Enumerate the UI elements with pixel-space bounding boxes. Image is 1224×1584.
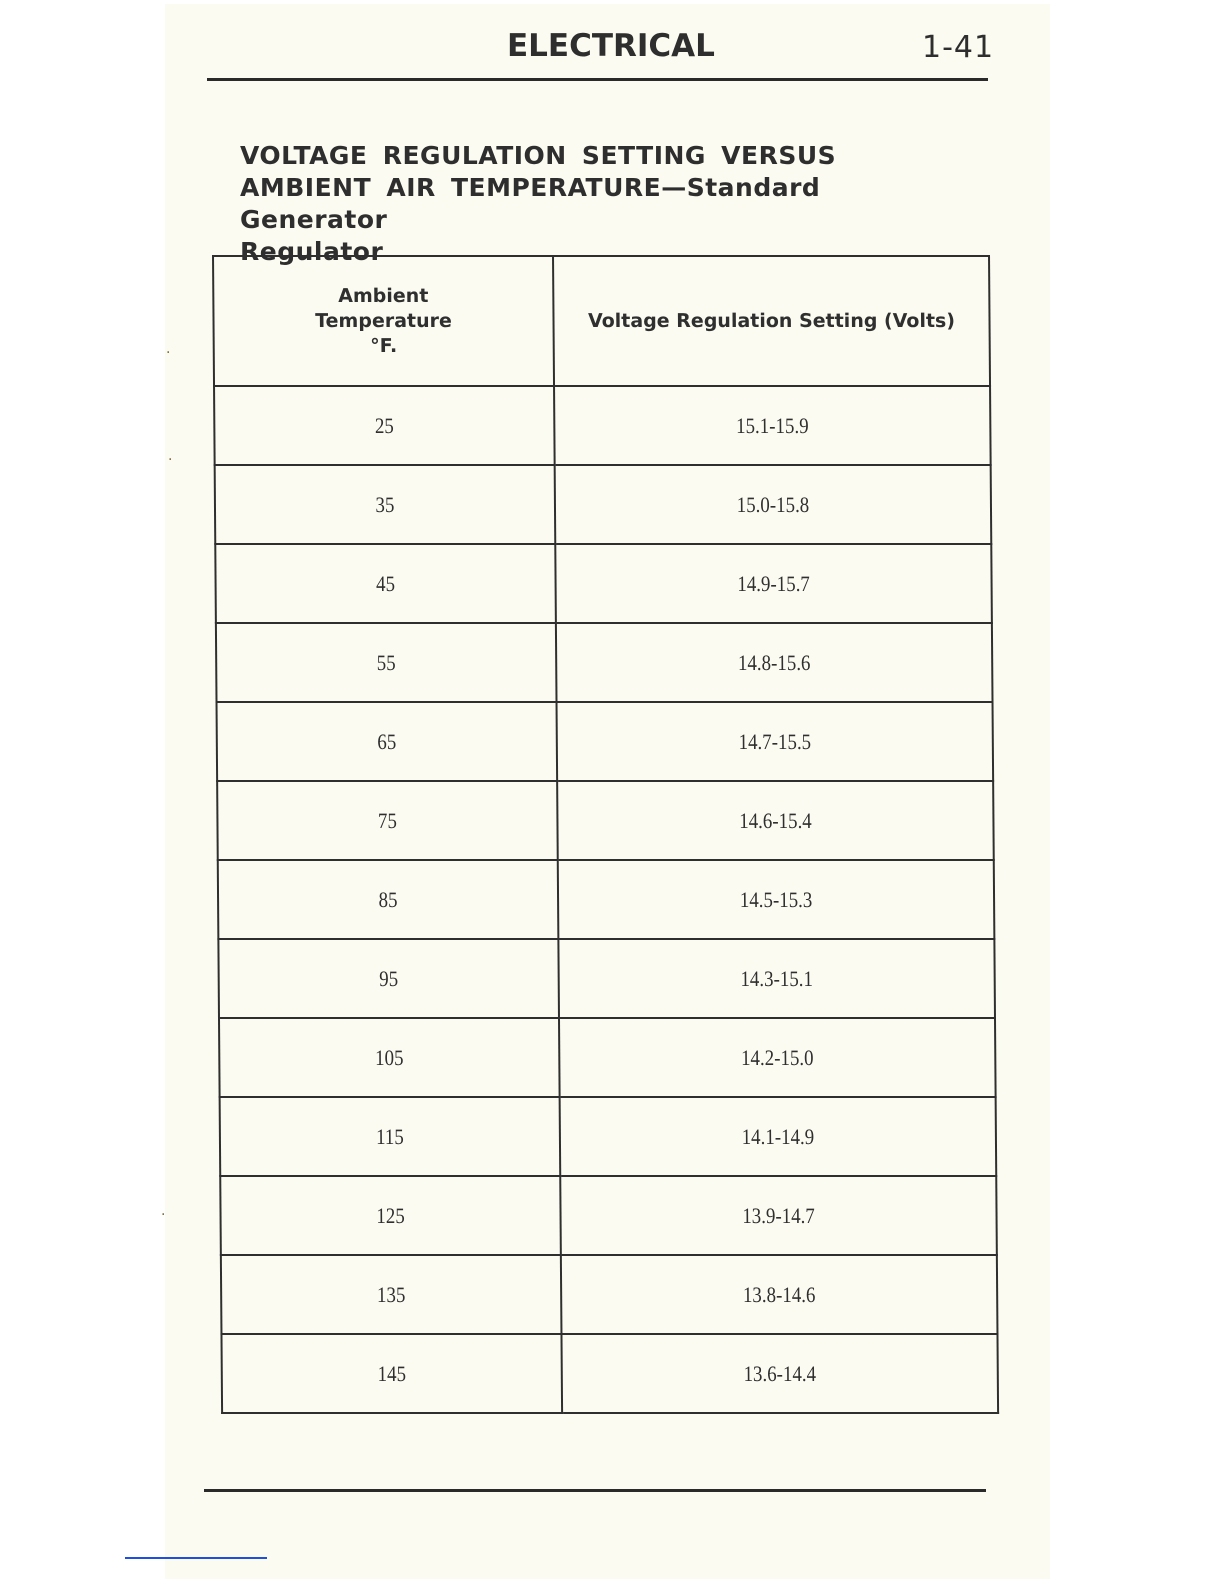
column-header-temperature [213, 256, 554, 386]
temperature-header-line-1: Ambient [338, 284, 429, 307]
voltage-cell: 14.5-15.3 [588, 860, 964, 939]
table-header-row [213, 256, 990, 386]
voltage-cell: 13.8-14.6 [591, 1255, 967, 1334]
margin-speck: · [168, 452, 173, 468]
page-number: 1-41 [922, 30, 995, 65]
temperature-header-line-3: °F. [370, 334, 398, 357]
temperature-cell: 115 [243, 1097, 536, 1176]
voltage-cell: 15.0-15.8 [585, 465, 961, 544]
table-row [220, 1097, 997, 1176]
voltage-cell: 14.6-15.4 [588, 781, 964, 860]
temperature-cell: 35 [238, 465, 531, 544]
heading-line-2-rest: —Standard Generator [240, 173, 821, 234]
table-row [219, 1018, 996, 1097]
table-row [217, 781, 994, 860]
table-row [220, 1176, 997, 1255]
footer-rule [204, 1489, 986, 1492]
column-header-voltage: Voltage Regulation Setting (Volts) [553, 256, 990, 386]
voltage-cell: 13.6-14.4 [592, 1334, 968, 1413]
link-underline [125, 1557, 267, 1559]
temperature-cell: 105 [243, 1018, 536, 1097]
table-row [217, 702, 994, 781]
voltage-cell: 14.7-15.5 [587, 702, 963, 781]
voltage-cell: 14.8-15.6 [586, 623, 962, 702]
heading-line-3: Regulator [240, 237, 384, 266]
table-row [218, 860, 995, 939]
voltage-cell: 14.2-15.0 [590, 1018, 966, 1097]
temperature-cell: 95 [242, 939, 535, 1018]
section-title: ELECTRICAL [507, 28, 715, 64]
temperature-cell: 45 [239, 544, 532, 623]
temperature-cell: 55 [240, 623, 533, 702]
header-rule [207, 78, 988, 81]
table-row [221, 1255, 998, 1334]
table-body [214, 386, 998, 1413]
temperature-cell: 65 [240, 702, 533, 781]
temperature-cell: 85 [242, 860, 535, 939]
table-row [215, 544, 992, 623]
table-heading [240, 140, 980, 268]
voltage-cell: 14.3-15.1 [589, 939, 965, 1018]
voltage-table [212, 255, 999, 1414]
temperature-header-line-2: Temperature [315, 309, 452, 332]
table-row [218, 939, 995, 1018]
margin-speck: · [166, 345, 171, 361]
voltage-cell: 14.9-15.7 [586, 544, 962, 623]
voltage-cell: 15.1-15.9 [585, 386, 961, 465]
table-row [216, 623, 993, 702]
temperature-cell: 25 [238, 386, 531, 465]
heading-line-1: VOLTAGE REGULATION SETTING VERSUS [240, 141, 837, 170]
heading-line-2 [240, 172, 980, 236]
heading-line-2-caps: AMBIENT AIR TEMPERATURE [240, 173, 662, 202]
table-row [214, 386, 991, 465]
temperature-cell: 75 [241, 781, 534, 860]
voltage-cell: 14.1-14.9 [590, 1097, 966, 1176]
temperature-cell: 125 [244, 1176, 537, 1255]
margin-speck: · [161, 1207, 166, 1223]
voltage-cell: 13.9-14.7 [591, 1176, 967, 1255]
temperature-cell: 145 [245, 1334, 538, 1413]
temperature-cell: 135 [245, 1255, 538, 1334]
table-row [221, 1334, 998, 1413]
table-row [215, 465, 992, 544]
